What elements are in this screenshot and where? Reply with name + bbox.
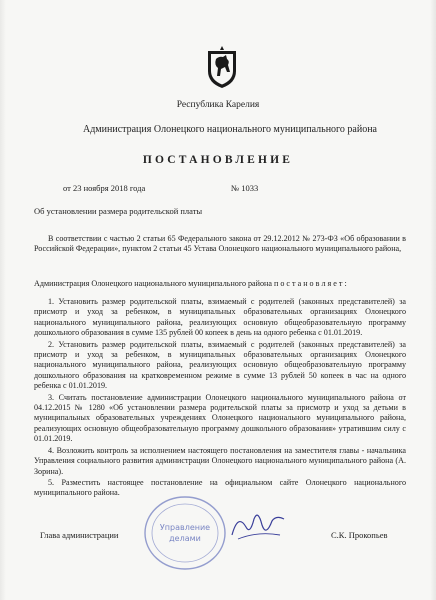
- intro-paragraph: [34, 234, 406, 255]
- republic-name: Республика Карелия: [176, 100, 260, 110]
- list-item: 1. Установить размер родительской платы, взимаемый с родителей (законных представителей) за присмотр и уход за ребенком, в муниципальных образовательных организациях Олонецкого национального муниципального района, реализующих основную общеобразовательную программу дошкольного образования в сумме 135 рублей 00 копеек в день на одного ребенка с 01.01.2019.: [34, 297, 406, 338]
- document-subject: Об установлении размера родительской платы: [34, 206, 203, 216]
- stamp-line-2: делами: [169, 534, 201, 543]
- resolve-line: [34, 279, 406, 289]
- intro-text: В соответствии с частью 2 статьи 65 Федерального закона от 29.12.2012 № 273-ФЗ «Об образовании в Российской Федерации», пунктом 2 статьи 45 Устава Олонецкого национального муниципального района,: [34, 234, 406, 254]
- karelia-coat-of-arms-icon: [205, 45, 239, 89]
- document-date: от 23 ноября 2018 года: [63, 183, 146, 193]
- signatory-name: С.К. Прокопьев: [331, 530, 388, 540]
- stamp-line-1: Управление: [159, 523, 211, 532]
- handwritten-signature: [228, 505, 288, 545]
- resolve-text: Администрация Олонецкого национального муниципального района п о с т а н о в л я е т :: [34, 279, 347, 288]
- document-title: ПОСТАНОВЛЕНИЕ: [142, 154, 294, 166]
- document-number: № 1033: [231, 183, 259, 193]
- list-item: 4. Возложить контроль за исполнением настоящего постановления на заместителя главы - начальника Управления социального развития администрации Олонецкого национального муниципального района (А. Зорина).: [34, 445, 406, 476]
- signatory-position: Глава администрации: [40, 530, 119, 540]
- administration-name: Администрация Олонецкого национального муниципального района: [83, 124, 377, 135]
- official-stamp: [140, 493, 230, 573]
- list-item: 5. Разместить настоящее постановление на официальном сайте Олонецкого национального муниципального района.: [34, 477, 406, 498]
- resolution-items: [34, 297, 406, 500]
- list-item: 3. Считать постановление администрации Олонецкого национального муниципального района от 04.12.2015 № 1280 «Об установлении размера родительской платы за присмотр и уход за детьми в муниципальных образовательных учреждениях Олонецкого национального муниципального района, реализующих основную общеобразовательную программу дошкольного образования» утратившим силу с 01.01.2019.: [34, 392, 406, 444]
- list-item: 2. Установить размер родительской платы, взимаемый с родителей (законных представителей) за присмотр и уход за ребенком, в муниципальных образовательных организациях Олонецкого национального муниципального района, реализующих основную общеобразовательную программу дошкольного образования на кратковременном режиме в сумме 13 рублей 50 копеек в час на одного ребенка с 01.01.2019.: [34, 339, 406, 391]
